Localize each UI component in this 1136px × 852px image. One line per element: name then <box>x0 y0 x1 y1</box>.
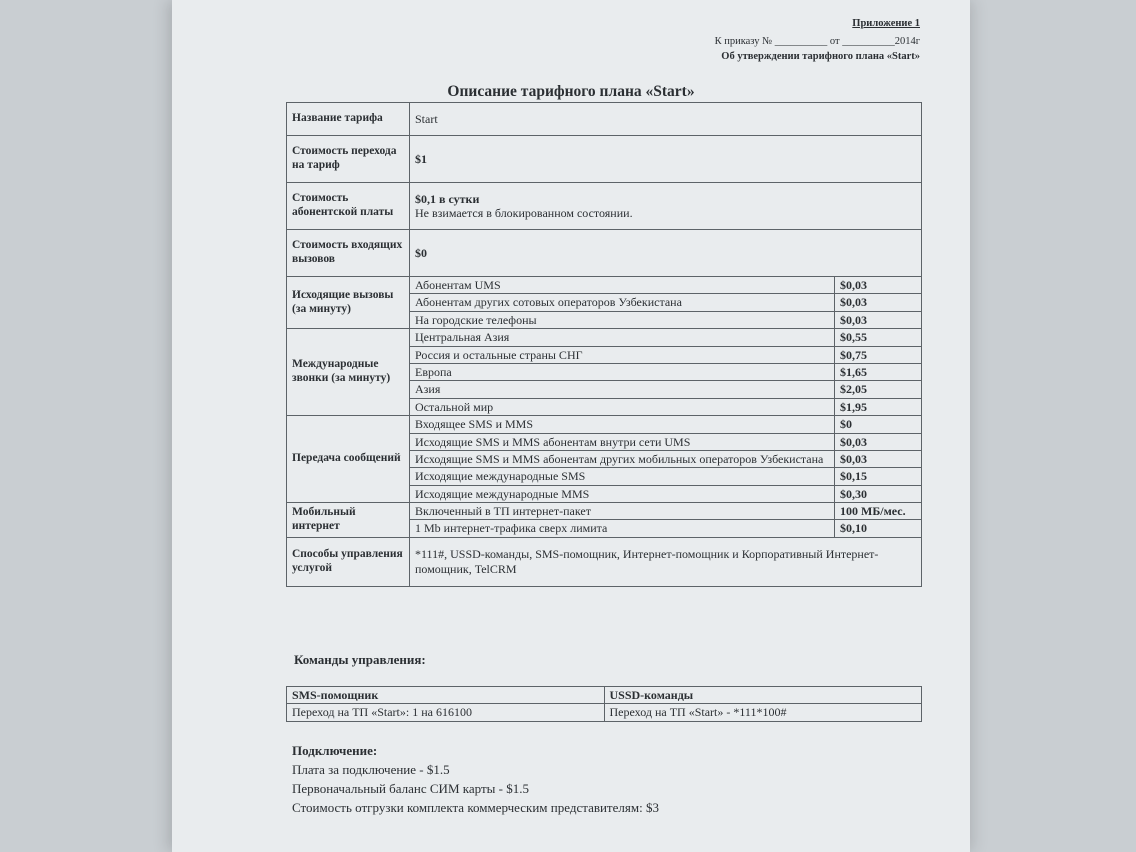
commands-header-sms: SMS-помощник <box>287 687 605 704</box>
cell-price: $0,15 <box>835 468 922 485</box>
commands-heading: Команды управления: <box>294 652 426 667</box>
row-label: Исходящие вызовы (за минуту) <box>287 277 410 329</box>
connection-section <box>292 742 659 817</box>
row-label: Передача сообщений <box>287 416 410 503</box>
cell-desc: Абонентам других сотовых операторов Узбекистана <box>410 294 835 311</box>
connection-line: Первоначальный баланс СИМ карты - $1.5 <box>292 780 529 796</box>
cell-desc: Включенный в ТП интернет-пакет <box>410 503 835 520</box>
order-subject: Об утверждении тарифного плана «Start» <box>721 51 920 62</box>
cell-desc: Исходящие SMS и MMS абонентам других мобильных операторов Узбекистана <box>410 450 835 467</box>
table-row <box>287 277 922 294</box>
document-page <box>172 0 970 852</box>
table-row <box>287 329 922 346</box>
cell-price: $0,03 <box>835 294 922 311</box>
cell-price: $0,03 <box>835 311 922 328</box>
row-label: Мобильный интернет <box>287 503 410 538</box>
connection-line: Плата за подключение - $1.5 <box>292 761 450 777</box>
cell-price: $0,03 <box>835 433 922 450</box>
cell-desc: 1 Mb интернет-трафика сверх лимита <box>410 520 835 537</box>
cell-price: $2,05 <box>835 381 922 398</box>
table-row <box>287 503 922 520</box>
cell-desc: Европа <box>410 363 835 380</box>
cell-price: $1,95 <box>835 398 922 415</box>
connection-line: Стоимость отгрузки комплекта коммерческим представителям: $3 <box>292 799 659 815</box>
row-value: *111#, USSD-команды, SMS-помощник, Интернет-помощник и Корпоративный Интернет-помощник, TelCRM <box>410 537 922 586</box>
appendix-label: Приложение 1 <box>852 18 920 29</box>
row-label: Международные звонки (за минуту) <box>287 329 410 416</box>
cell-desc: Азия <box>410 381 835 398</box>
commands-sms-value: Переход на ТП «Start»: 1 на 616100 <box>287 704 605 721</box>
table-row <box>287 704 922 721</box>
row-label: Название тарифа <box>287 103 410 136</box>
cell-desc: Исходящие SMS и MMS абонентам внутри сети UMS <box>410 433 835 450</box>
cell-desc: Россия и остальные страны СНГ <box>410 346 835 363</box>
table-row <box>287 136 922 183</box>
cell-price: $0,10 <box>835 520 922 537</box>
row-value: $1 <box>410 136 922 183</box>
cell-desc: Входящее SMS и MMS <box>410 416 835 433</box>
cell-price: $0,30 <box>835 485 922 502</box>
fee-note: Не взимается в блокированном состоянии. <box>415 206 633 220</box>
commands-header-ussd: USSD-команды <box>604 687 922 704</box>
connection-heading: Подключение: <box>292 743 378 758</box>
row-value <box>410 183 922 230</box>
cell-price: $0,03 <box>835 277 922 294</box>
row-label: Стоимость перехода на тариф <box>287 136 410 183</box>
row-label: Стоимость абонентской платы <box>287 183 410 230</box>
row-label: Способы управления услугой <box>287 537 410 586</box>
row-value: $0 <box>410 230 922 277</box>
row-label: Стоимость входящих вызовов <box>287 230 410 277</box>
cell-desc: Абонентам UMS <box>410 277 835 294</box>
cell-price: $0,03 <box>835 450 922 467</box>
tariff-table <box>286 102 922 587</box>
cell-desc: Остальной мир <box>410 398 835 415</box>
document-title: Описание тарифного плана «Start» <box>447 83 695 100</box>
cell-desc: Центральная Азия <box>410 329 835 346</box>
order-reference: К приказу № __________ от __________2014г <box>714 36 920 47</box>
table-row <box>287 416 922 433</box>
cell-desc: Исходящие международные SMS <box>410 468 835 485</box>
table-row <box>287 103 922 136</box>
cell-price: 100 МБ/мес. <box>835 503 922 520</box>
commands-table <box>286 686 922 722</box>
cell-price: $0,75 <box>835 346 922 363</box>
cell-desc: На городские телефоны <box>410 311 835 328</box>
cell-price: $0 <box>835 416 922 433</box>
table-row <box>287 687 922 704</box>
row-value: Start <box>410 103 922 136</box>
fee-amount: $0,1 в сутки <box>415 191 480 206</box>
commands-ussd-value: Переход на ТП «Start» - *111*100# <box>604 704 922 721</box>
table-row <box>287 537 922 586</box>
table-row <box>287 183 922 230</box>
cell-price: $1,65 <box>835 363 922 380</box>
cell-desc: Исходящие международные MMS <box>410 485 835 502</box>
cell-price: $0,55 <box>835 329 922 346</box>
table-row <box>287 230 922 277</box>
